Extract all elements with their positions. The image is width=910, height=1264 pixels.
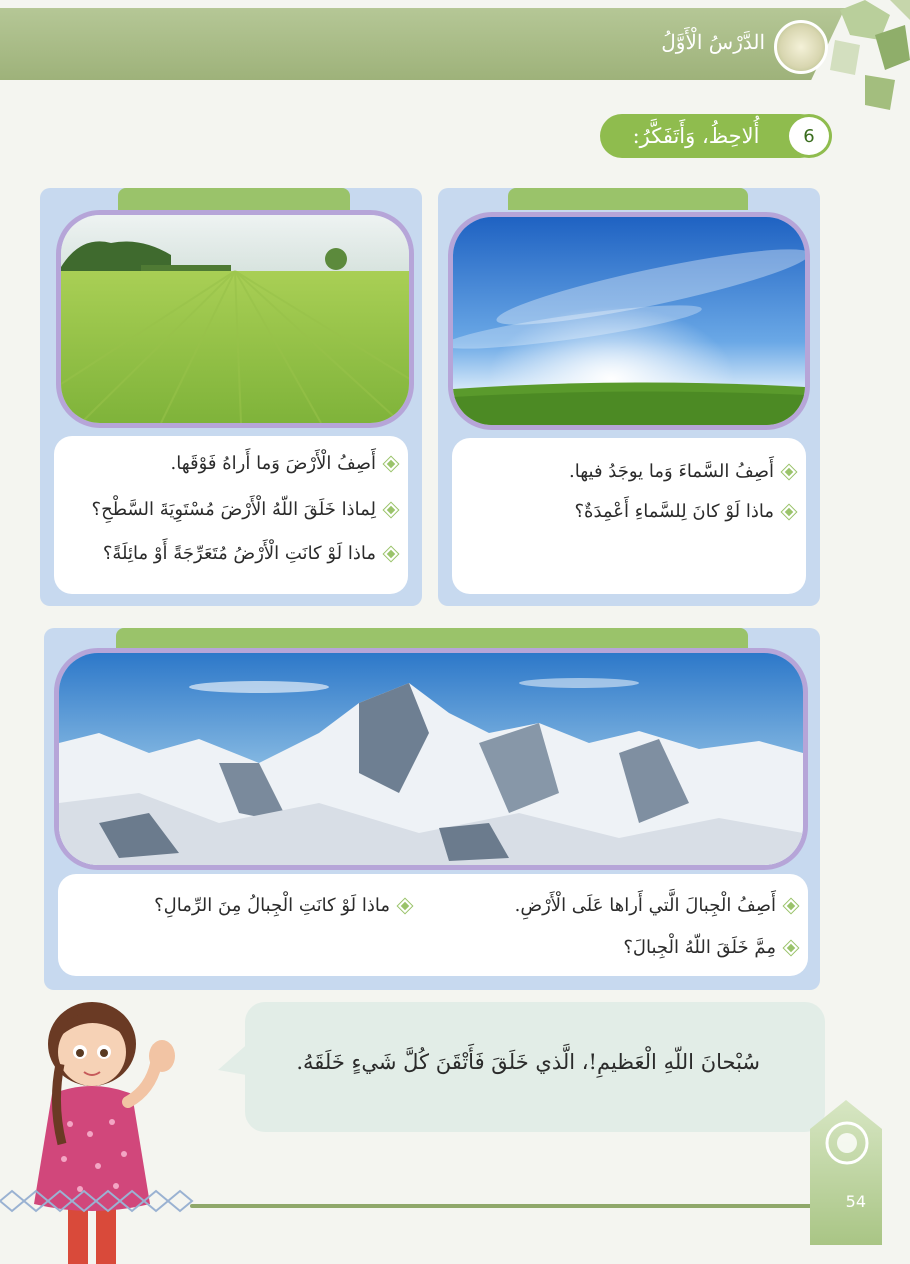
- list-item: [103, 542, 396, 565]
- diamond-bullet-icon: [784, 941, 798, 955]
- list-item: [574, 500, 794, 523]
- list-item: [154, 894, 410, 917]
- question-text: ماذا لَوْ كانَتِ الْجِبالُ مِنَ الرِّمالِ؟: [154, 895, 390, 916]
- diamond-bullet-icon: [384, 457, 398, 471]
- sky-card-tab: [508, 188, 748, 210]
- list-item: [623, 936, 796, 959]
- speech-tail-icon: [218, 1040, 252, 1080]
- field-image: [56, 210, 414, 428]
- list-item: [92, 498, 396, 521]
- question-text: أَصِفُ السَّماءَ وَما يوجَدُ فيها.: [569, 461, 774, 482]
- speech-text: سُبْحانَ اللّهِ الْعَظيمِ!، الَّذي خَلَقَ فَأَتْقَنَ كُلَّ شَيءٍ خَلَقَهُ.: [296, 1050, 760, 1074]
- sky-image: [448, 212, 810, 430]
- diamond-bullet-icon: [384, 547, 398, 561]
- question-text: أَصِفُ الْأَرْضَ وَما أَراهُ فَوْقَها.: [170, 453, 376, 474]
- question-text: أَصِفُ الْجِبالَ الَّتي أَراها عَلَى الْأَرْضِ.: [514, 895, 776, 916]
- footer-divider: [190, 1204, 825, 1208]
- lesson-title: الدَّرْسُ الْأَوَّلُ: [661, 30, 765, 54]
- question-text: ماذا لَوْ كانَ لِلسَّماءِ أَعْمِدَةٌ؟: [574, 501, 774, 522]
- diamond-bullet-icon: [782, 465, 796, 479]
- list-item: [515, 894, 796, 917]
- corner-ornament-icon: [820, 0, 910, 120]
- list-item: [569, 460, 794, 483]
- girl-character-icon: [0, 994, 200, 1264]
- page-number: 54: [845, 1192, 866, 1211]
- diamond-bullet-icon: [782, 505, 796, 519]
- question-text: ماذا لَوْ كانَتِ الْأَرْضُ مُتَعَرِّجَةً أَوْ مائِلَةً؟: [102, 543, 376, 564]
- diamond-bullet-icon: [398, 899, 412, 913]
- sky-questions-box: [452, 438, 806, 594]
- flower-ornament-icon: [824, 1120, 870, 1166]
- mountains-questions-box: [58, 874, 808, 976]
- diamond-bullet-icon: [784, 899, 798, 913]
- section-title: أُلاحِظُ، وَأَتَفَكَّرُ:: [632, 124, 760, 148]
- mountains-image: [54, 648, 808, 870]
- mountains-card-tab: [116, 628, 748, 650]
- list-item: [171, 452, 396, 475]
- question-text: مِمَّ خَلَقَ اللّهُ الْجِبالَ؟: [623, 937, 776, 958]
- chain-ornament-icon: [0, 1186, 195, 1216]
- section-number: 6: [786, 114, 832, 158]
- earth-questions-box: [54, 436, 408, 594]
- earth-card-tab: [118, 188, 350, 210]
- diamond-bullet-icon: [384, 503, 398, 517]
- question-text: لِماذا خَلَقَ اللّهُ الْأَرْضَ مُسْتَوِيَةَ السَّطْحِ؟: [91, 499, 376, 520]
